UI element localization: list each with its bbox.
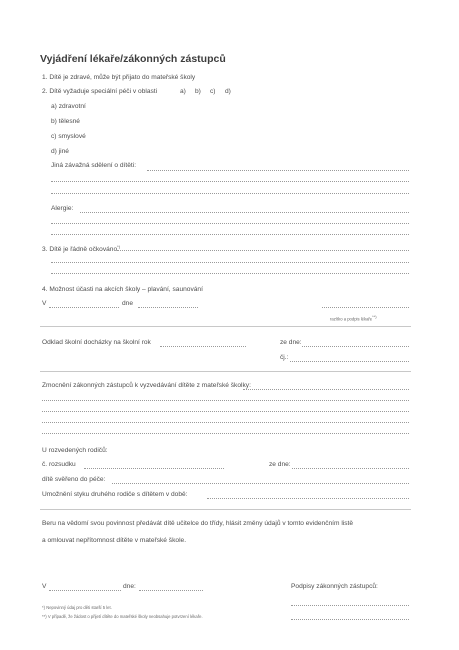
vaccination-line-2[interactable] bbox=[51, 262, 409, 263]
case-date-field[interactable] bbox=[292, 468, 409, 469]
dne-date-field[interactable] bbox=[138, 307, 198, 308]
case-ze-dne-label: ze dne: bbox=[269, 461, 291, 468]
item-3 bbox=[42, 243, 120, 254]
item-1: 1. Dítě je zdravé, může být přijato do mateřské školy bbox=[42, 74, 196, 81]
signature-date-field[interactable] bbox=[139, 590, 203, 591]
case-number-field[interactable] bbox=[84, 468, 224, 469]
item-2-option-a: a) bbox=[180, 88, 186, 95]
item-3-text: 3. Dítě je řádně očkováno bbox=[42, 246, 118, 254]
contact-label: Umožnění styku druhého rodiče s dítětem v době: bbox=[42, 491, 188, 498]
sub-item-b: b) tělesné bbox=[51, 118, 80, 125]
allergy-line-1[interactable] bbox=[80, 212, 409, 213]
sub-item-d: d) jiné bbox=[51, 148, 69, 155]
dne-label: dne bbox=[122, 300, 134, 307]
authorization-line-2[interactable] bbox=[42, 400, 409, 401]
divorced-label: U rozvedených rodičů: bbox=[42, 447, 108, 454]
deferral-ze-dne-label: ze dne: bbox=[280, 339, 302, 346]
signatures-label: Podpisy zákonných zástupců: bbox=[291, 583, 378, 590]
authorization-line-1[interactable] bbox=[243, 389, 409, 390]
item-2-option-c: c) bbox=[210, 88, 216, 95]
guardian-signature-line-1[interactable] bbox=[291, 605, 409, 606]
declaration-line-2: a omlouvat nepřítomnost dítěte v mateřské škole. bbox=[42, 537, 187, 544]
item-3-footnote-mark: *) bbox=[117, 244, 121, 249]
stamp-footnote-mark: **) bbox=[372, 314, 377, 319]
guardian-signature-line-2[interactable] bbox=[291, 619, 409, 620]
vaccination-line-3[interactable] bbox=[51, 273, 409, 274]
custody-field[interactable] bbox=[112, 483, 409, 484]
cj-label: čj.: bbox=[280, 354, 289, 361]
signature-place-field[interactable] bbox=[49, 590, 121, 591]
item-2-option-b: b) bbox=[195, 88, 201, 95]
section-divider bbox=[40, 371, 411, 372]
other-info-line-3[interactable] bbox=[51, 193, 409, 194]
other-info-label: Jiná závažná sdělení o dítěti: bbox=[51, 162, 137, 169]
signature-v-label: V bbox=[42, 583, 47, 590]
authorization-line-4[interactable] bbox=[42, 422, 409, 423]
authorization-line-3[interactable] bbox=[42, 411, 409, 412]
authorization-line-5[interactable] bbox=[42, 433, 409, 434]
declaration-line-1: Beru na vědomí svou povinnost předávát dítě učitelce do třídy, hlásit změny údajů v tomto evidenčním listě bbox=[42, 520, 354, 527]
deferral-year-field[interactable] bbox=[160, 346, 246, 347]
case-number-label: č. rozsudku bbox=[42, 461, 76, 468]
footnote-1: *) Nepovinný údaj pro děti starší 5 let. bbox=[42, 605, 112, 610]
allergy-line-3[interactable] bbox=[51, 234, 409, 235]
item-2: 2. Dítě vyžaduje speciální péči v oblasti bbox=[42, 88, 158, 95]
stamp-label-text: razítko a podpis lékaře bbox=[330, 316, 373, 322]
v-label: V bbox=[42, 300, 47, 307]
item-4: 4. Možnost účasti na akcích školy – plavání, saunování bbox=[42, 286, 203, 293]
authorization-label: Zmocnění zákonných zástupců k vyzvedávání dítěte z mateřské školky: bbox=[42, 382, 251, 389]
deferral-label: Odklad školní docházky na školní rok bbox=[42, 339, 151, 346]
item-2-option-d: d) bbox=[225, 88, 231, 95]
other-info-line-1[interactable] bbox=[147, 170, 409, 171]
footnote-2: **) V případě, že žádost o přijetí dítěte do mateřské školy neobsahuje potvrzení lékaře. bbox=[42, 614, 203, 619]
allergy-label: Alergie: bbox=[51, 205, 74, 212]
allergy-line-2[interactable] bbox=[51, 223, 409, 224]
sub-item-a: a) zdravotní bbox=[51, 103, 86, 110]
stamp-signature-field[interactable] bbox=[322, 307, 409, 308]
custody-label: dítě svěřeno do péče: bbox=[42, 476, 106, 483]
stamp-label bbox=[330, 314, 377, 321]
deferral-date-field[interactable] bbox=[302, 346, 409, 347]
section-divider bbox=[40, 509, 411, 510]
sub-item-c: c) smyslové bbox=[51, 133, 86, 140]
cj-field[interactable] bbox=[290, 361, 409, 362]
contact-field[interactable] bbox=[207, 498, 409, 499]
signature-dne-label: dne: bbox=[123, 583, 136, 590]
other-info-line-2[interactable] bbox=[51, 181, 409, 182]
page-title: Vyjádření lékaře/zákonných zástupců bbox=[40, 53, 226, 65]
section-divider bbox=[40, 326, 411, 327]
v-place-field[interactable] bbox=[49, 307, 119, 308]
vaccination-line-1[interactable] bbox=[117, 250, 409, 251]
